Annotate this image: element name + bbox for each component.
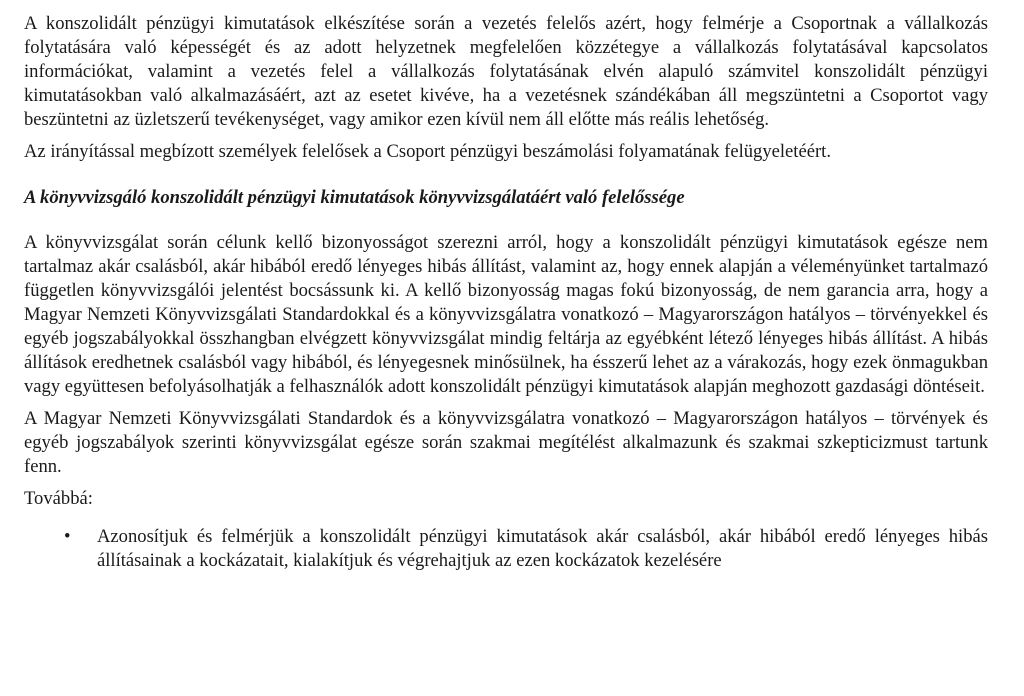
paragraph-management-responsibility: A konszolidált pénzügyi kimutatások elkészítése során a vezetés felelős azért, hogy felmérje a Csoportnak a vállalkozás folytatására való képességét és az adott helyzetnek megfelelően közzétegye a vállalkozás folytatásával kapcsolatos információkat, valamint a vezetés felel a vállalkozás folytatásának elvén alapuló számvitel konszolidált pénzügyi kimutatásokban való alkalmazásáért, azt az esetet kivéve, ha a vezetésnek szándékában áll megszüntetni a Csoportot vagy beszüntetni az üzletszerű tevékenységet, vagy amikor ezen kívül nem áll előtte más reális lehetőség. <box>24 13 988 130</box>
paragraph-professional-judgement: A Magyar Nemzeti Könyvvizsgálati Standardok és a könyvvizsgálatra vonatkozó – Magyarországon hatályos – törvények és egyéb jogszabályok szerinti könyvvizsgálat egésze során szakmai megítélést alkalmazunk és szakmai szkepticizmust tartunk fenn. <box>24 408 988 477</box>
bullet-icon: • <box>64 526 71 547</box>
document-page <box>24 0 988 573</box>
section-heading: A könyvvizsgáló konszolidált pénzügyi kimutatások könyvvizsgálatáért való felelőssége <box>24 187 685 208</box>
paragraph-audit-objectives: A könyvvizsgálat során célunk kellő bizonyosságot szerezni arról, hogy a konszolidált pénzügyi kimutatások egésze nem tartalmaz akár csalásból, akár hibából eredő lényeges hibás állítást, valamint az, hogy ennek alapján a véleményünket tartalmazó független könyvvizsgálói jelentést bocsássunk ki. A kellő bizonyosság magas fokú bizonyosság, de nem garancia arra, hogy a Magyar Nemzeti Könyvvizsgálati Standardokkal és a könyvvizsgálatra vonatkozó – Magyarországon hatályos – törvényekkel és egyéb jogszabályokkal összhangban elvégzett könyvvizsgálat mindig feltárja az egyébként létező lényeges hibás állítást. A hibás állítások eredhetnek csalásból vagy hibából, és lényegesnek minősülnek, ha ésszerű lehet az a várakozás, hogy ezek önmagukban vagy együttesen befolyásolhatják a felhasználók adott konszolidált pénzügyi kimutatások alapján meghozott gazdasági döntéseit. <box>24 232 988 397</box>
list-item-text: Azonosítjuk és felmérjük a konszolidált pénzügyi kimutatások akár csalásból, akár hibából eredő lényeges hibás állításainak a kockázatait, kialakítjuk és végrehajtjuk az ezen kockázatok kezelésére <box>97 526 988 571</box>
paragraph-furthermore: Továbbá: <box>24 488 93 509</box>
paragraph-governance-responsibility: Az irányítással megbízott személyek felelősek a Csoport pénzügyi beszámolási folyamatának felügyeletéért. <box>24 141 831 162</box>
bullet-list <box>24 525 988 573</box>
list-item <box>24 525 988 573</box>
